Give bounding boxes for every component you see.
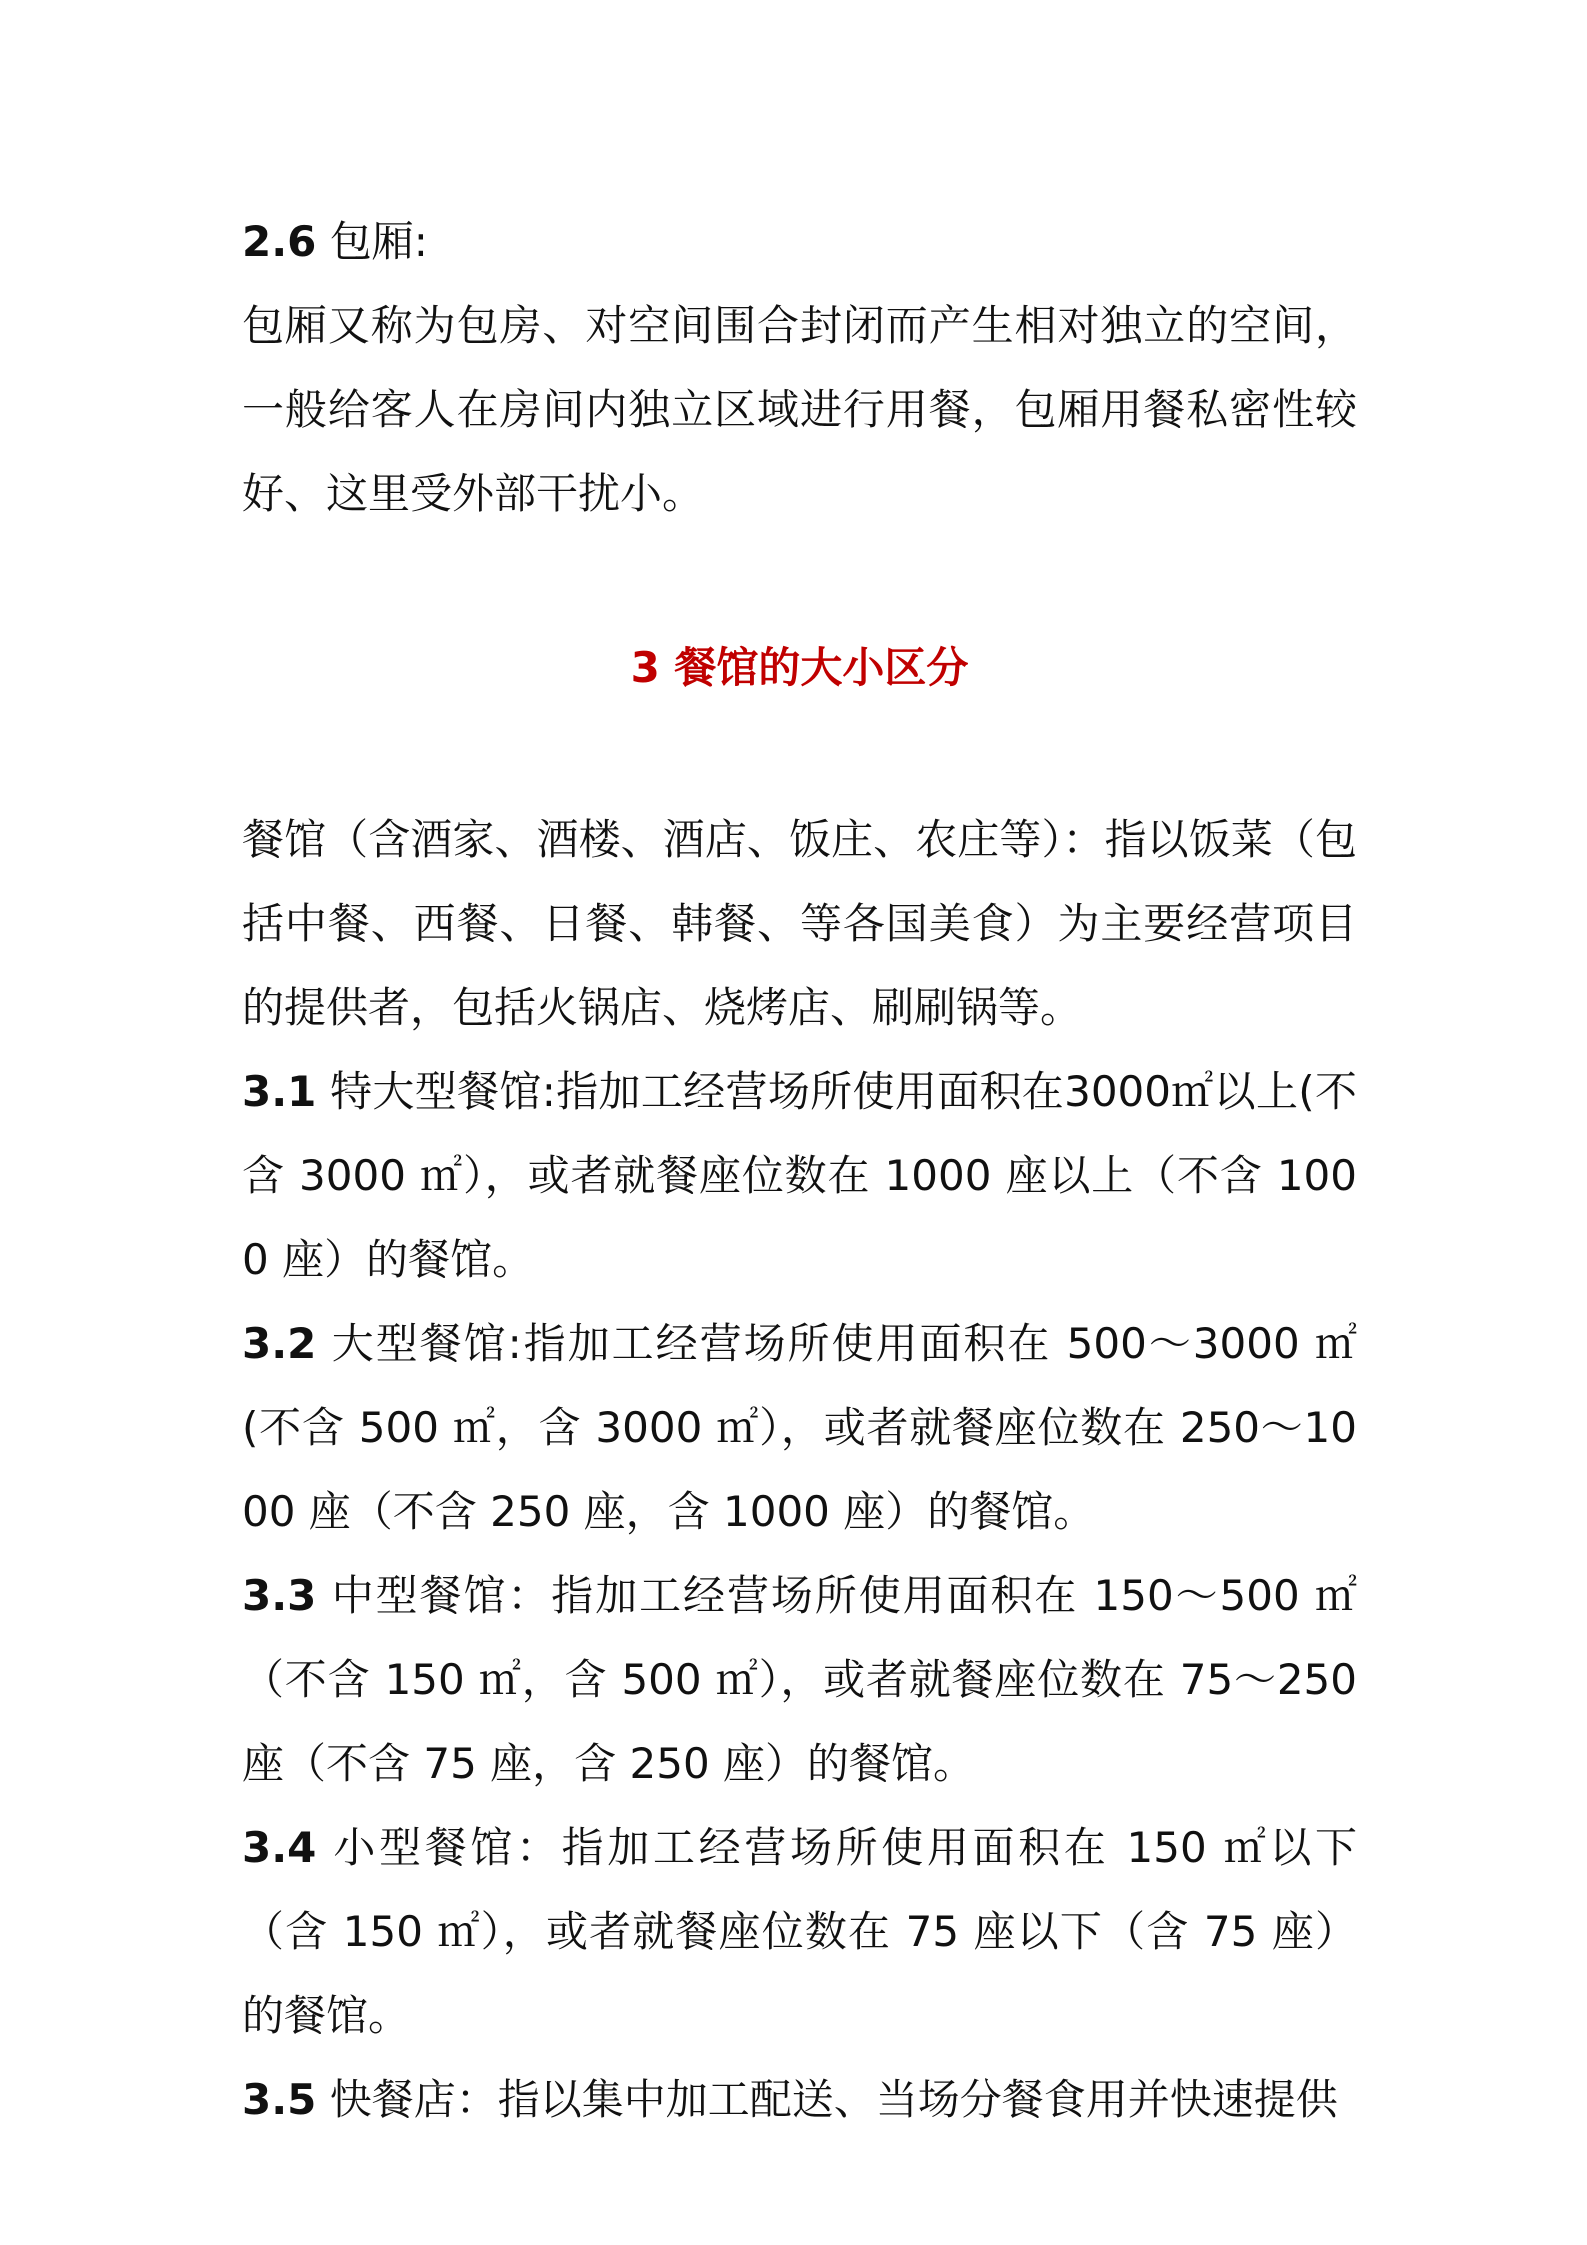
section-2-6-heading: [242, 200, 1357, 284]
section-3-3-number: 3.3: [242, 1571, 317, 1620]
section-3-1-item: [242, 1050, 1357, 1302]
section-3-3-item: [242, 1554, 1357, 1806]
section-2-6-number: 2.6: [242, 217, 317, 266]
heading-spacer: [242, 710, 1357, 798]
section-3-2-number: 3.2: [242, 1319, 317, 1368]
section-3-4-text: 小型餐馆：指加工经营场所使用面积在 150 ㎡以下（含 150 ㎡），或者就餐座位数在 75 座以下（含 75 座）的餐馆。: [242, 1823, 1357, 2040]
section-3-5-text: 快餐店：指以集中加工配送、当场分餐食用并快速提供: [329, 2075, 1338, 2124]
section-3-5-number: 3.5: [242, 2075, 317, 2124]
section-3-2-text: 大型餐馆:指加工经营场所使用面积在 500～3000 ㎡(不含 500 ㎡，含 3000 ㎡），或者就餐座位数在 250～1000 座（不含 250 座，含 1000 座）的餐馆。: [242, 1319, 1357, 1536]
section-3-1-number: 3.1: [242, 1067, 317, 1116]
section-spacer: [242, 536, 1357, 626]
section-3-4-number: 3.4: [242, 1823, 317, 1872]
section-3-intro: 餐馆（含酒家、酒楼、酒店、饭庄、农庄等）：指以饭菜（包括中餐、西餐、日餐、韩餐、等各国美食）为主要经营项目的提供者，包括火锅店、烧烤店、刷刷锅等。: [242, 815, 1357, 1032]
section-2-6-body: 包厢又称为包房、对空间围合封闭而产生相对独立的空间，一般给客人在房间内独立区域进行用餐，包厢用餐私密性较好、这里受外部干扰小。: [242, 301, 1357, 518]
document-content: [242, 200, 1357, 2142]
section-3-3-text: 中型餐馆：指加工经营场所使用面积在 150～500 ㎡（不含 150 ㎡，含 500 ㎡），或者就餐座位数在 75～250 座（不含 75 座，含 250 座）的餐馆。: [242, 1571, 1357, 1788]
section-3-heading: 3 餐馆的大小区分: [630, 643, 969, 692]
section-3-2-item: [242, 1302, 1357, 1554]
section-2-6-title: 包厢:: [329, 217, 428, 266]
section-3-4-item: [242, 1806, 1357, 2058]
section-3-1-text: 特大型餐馆:指加工经营场所使用面积在3000㎡以上(不含 3000 ㎡），或者就餐座位数在 1000 座以上（不含 1000 座）的餐馆。: [242, 1067, 1357, 1284]
section-3-5-item: [242, 2058, 1357, 2142]
